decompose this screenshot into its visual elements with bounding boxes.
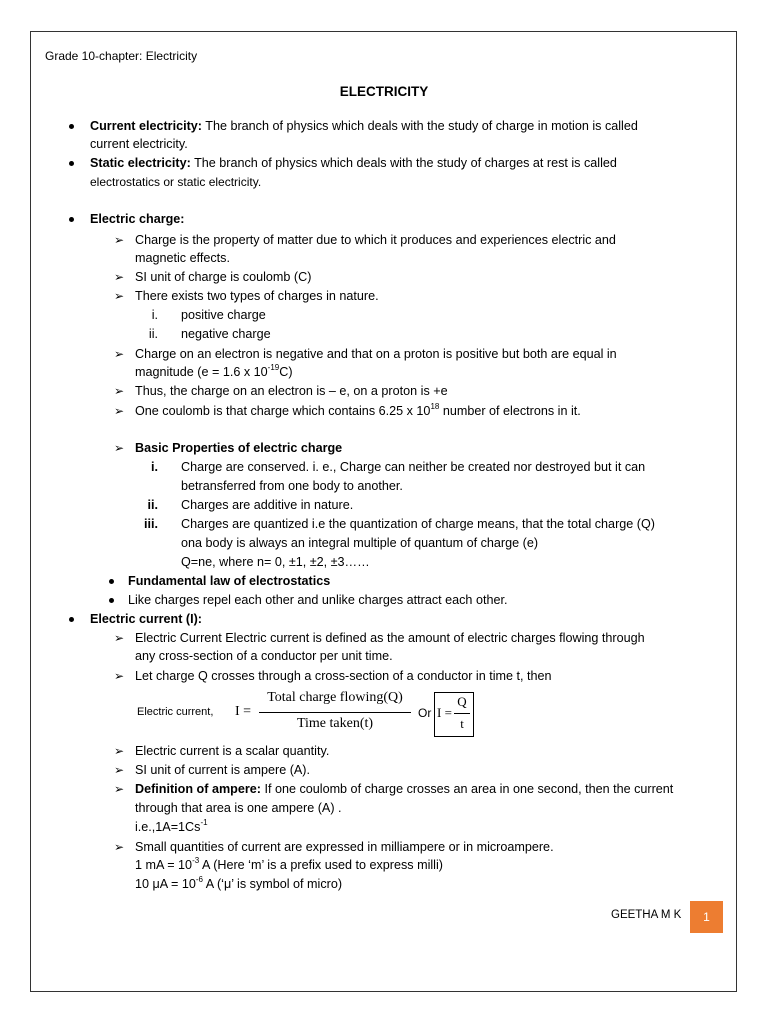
alt-formula-lhs: I = — [437, 705, 452, 720]
charge-point: There exists two types of charges in nature. — [135, 289, 379, 303]
charge-point: One coulomb is that charge which contains 6.25 x $10^{18}$ number of electrons in it. — [135, 402, 581, 418]
fraction-bar — [454, 713, 470, 714]
definition-ampere: Definition of ampere: If one coulomb of charge crosses an area in one second, then the current — [135, 782, 674, 796]
current-point: Electric Current Electric current is defined as the amount of electric charges flowing through — [135, 631, 645, 645]
charge-point: Charge on an electron is negative and that on a proton is positive but both are equal in — [135, 347, 617, 361]
milliampere-line: 1 mA = $10^{-3}$ A (Here ‘m’ is a prefix used to express milli) — [135, 856, 443, 872]
arrow-bullet-icon: ➢ — [114, 782, 125, 796]
arrow-bullet-icon: ➢ — [114, 384, 125, 398]
current-point-cont: any cross-section of a conductor per unit time. — [135, 649, 393, 663]
charge-type: positive charge — [181, 308, 266, 322]
arrow-bullet-icon: ➢ — [114, 669, 125, 683]
charge-type: negative charge — [181, 327, 271, 341]
fundamental-law-text: Like charges repel each other and unlike charges attract each other. — [128, 593, 508, 607]
footer-author: GEETHA M K — [611, 909, 682, 921]
arrow-bullet-icon: ➢ — [114, 441, 125, 455]
current-point: Let charge Q crosses through a cross-section of a conductor in time t, then — [135, 669, 552, 683]
charge-point: Thus, the charge on an electron is – e, on a proton is +e — [135, 384, 448, 398]
property-item-cont: betransferred from one body to another. — [181, 479, 403, 493]
property-item: Charge are conserved. i. e., Charge can neither be created nor destroyed but it can — [181, 460, 646, 474]
charge-point-cont: magnetic effects. — [135, 251, 230, 265]
list-number: ii. — [147, 498, 158, 512]
alt-formula-numerator: Q — [457, 694, 467, 709]
current-point: SI unit of current is ampere (A). — [135, 763, 310, 777]
arrow-bullet-icon: ➢ — [114, 744, 125, 758]
arrow-bullet-icon: ➢ — [114, 270, 125, 284]
definition-continued: current electricity. — [90, 137, 188, 151]
list-number: iii. — [144, 517, 158, 531]
definition-static-electricity: Static electricity: The branch of physics which deals with the study of charges at rest is called — [90, 156, 617, 170]
list-number: i. — [151, 308, 158, 322]
alt-formula-box — [434, 692, 474, 737]
alt-formula-denominator: t — [460, 716, 464, 731]
bullet-icon — [109, 579, 114, 584]
ampere-relation: $i.e.,1A=1Cs^{-1}$ — [135, 818, 208, 834]
bullet-icon — [69, 161, 74, 166]
property-item: Charges are additive in nature. — [181, 498, 354, 512]
section-heading-electric-charge: Electric charge: — [90, 212, 185, 226]
microampere-line: 10 $\mu A = 10^{-6}$ A (‘μ’ is symbol of micro) — [135, 875, 343, 891]
property-item-cont: ona body is always an integral multiple of quantum of charge (e) — [181, 536, 539, 550]
arrow-bullet-icon: ➢ — [114, 233, 125, 247]
arrow-bullet-icon: ➢ — [114, 763, 125, 777]
bullet-icon — [109, 598, 114, 603]
page-header: Grade 10-chapter: Electricity — [45, 49, 198, 63]
arrow-bullet-icon: ➢ — [114, 289, 125, 303]
current-point: Electric current is a scalar quantity. — [135, 744, 330, 758]
current-point: Small quantities of current are expressed in milliampere or in microampere. — [135, 840, 554, 854]
arrow-bullet-icon: ➢ — [114, 347, 125, 361]
property-item: Charges are quantized i.e the quantization of charge means, that the total charge (Q) — [181, 517, 655, 531]
bullet-icon — [69, 217, 74, 222]
page-title: ELECTRICITY — [339, 84, 429, 99]
definition-current-electricity: Current electricity: The branch of physics which deals with the study of charge in motion is called — [90, 119, 638, 133]
arrow-bullet-icon: ➢ — [114, 840, 125, 854]
list-number: i. — [151, 460, 158, 474]
formula-or: Or — [418, 706, 432, 720]
formula-numerator: Total charge flowing(Q) — [267, 690, 403, 705]
charge-point: Charge is the property of matter due to which it produces and experiences electric and — [135, 233, 616, 247]
current-formula — [137, 692, 497, 738]
formula-lhs: I = — [235, 704, 252, 719]
property-item-cont: Q=ne, where n= 0, ±1, ±2, ±3…… — [181, 555, 370, 569]
formula-label: Electric current, — [137, 706, 214, 718]
list-number: ii. — [148, 327, 158, 341]
fraction-bar — [259, 712, 411, 713]
bullet-icon — [69, 617, 74, 622]
arrow-bullet-icon: ➢ — [114, 404, 125, 418]
arrow-bullet-icon: ➢ — [114, 631, 125, 645]
definition-ampere-cont: through that area is one ampere (A) . — [135, 801, 342, 815]
charge-point: SI unit of charge is coulomb (C) — [135, 270, 312, 284]
fundamental-law-heading: Fundamental law of electrostatics — [128, 574, 331, 588]
charge-point-cont: magnitude (e = 1.6 x $10^{-19}C$) — [135, 363, 293, 379]
definition-continued: electrostatics or static electricity. — [90, 175, 262, 189]
bullet-icon — [69, 124, 74, 129]
section-heading-electric-current: Electric current (I): — [90, 612, 202, 626]
subsection-heading-properties: Basic Properties of electric charge — [135, 441, 343, 455]
page-number: 1 — [690, 901, 723, 933]
formula-denominator: Time taken(t) — [296, 716, 374, 731]
